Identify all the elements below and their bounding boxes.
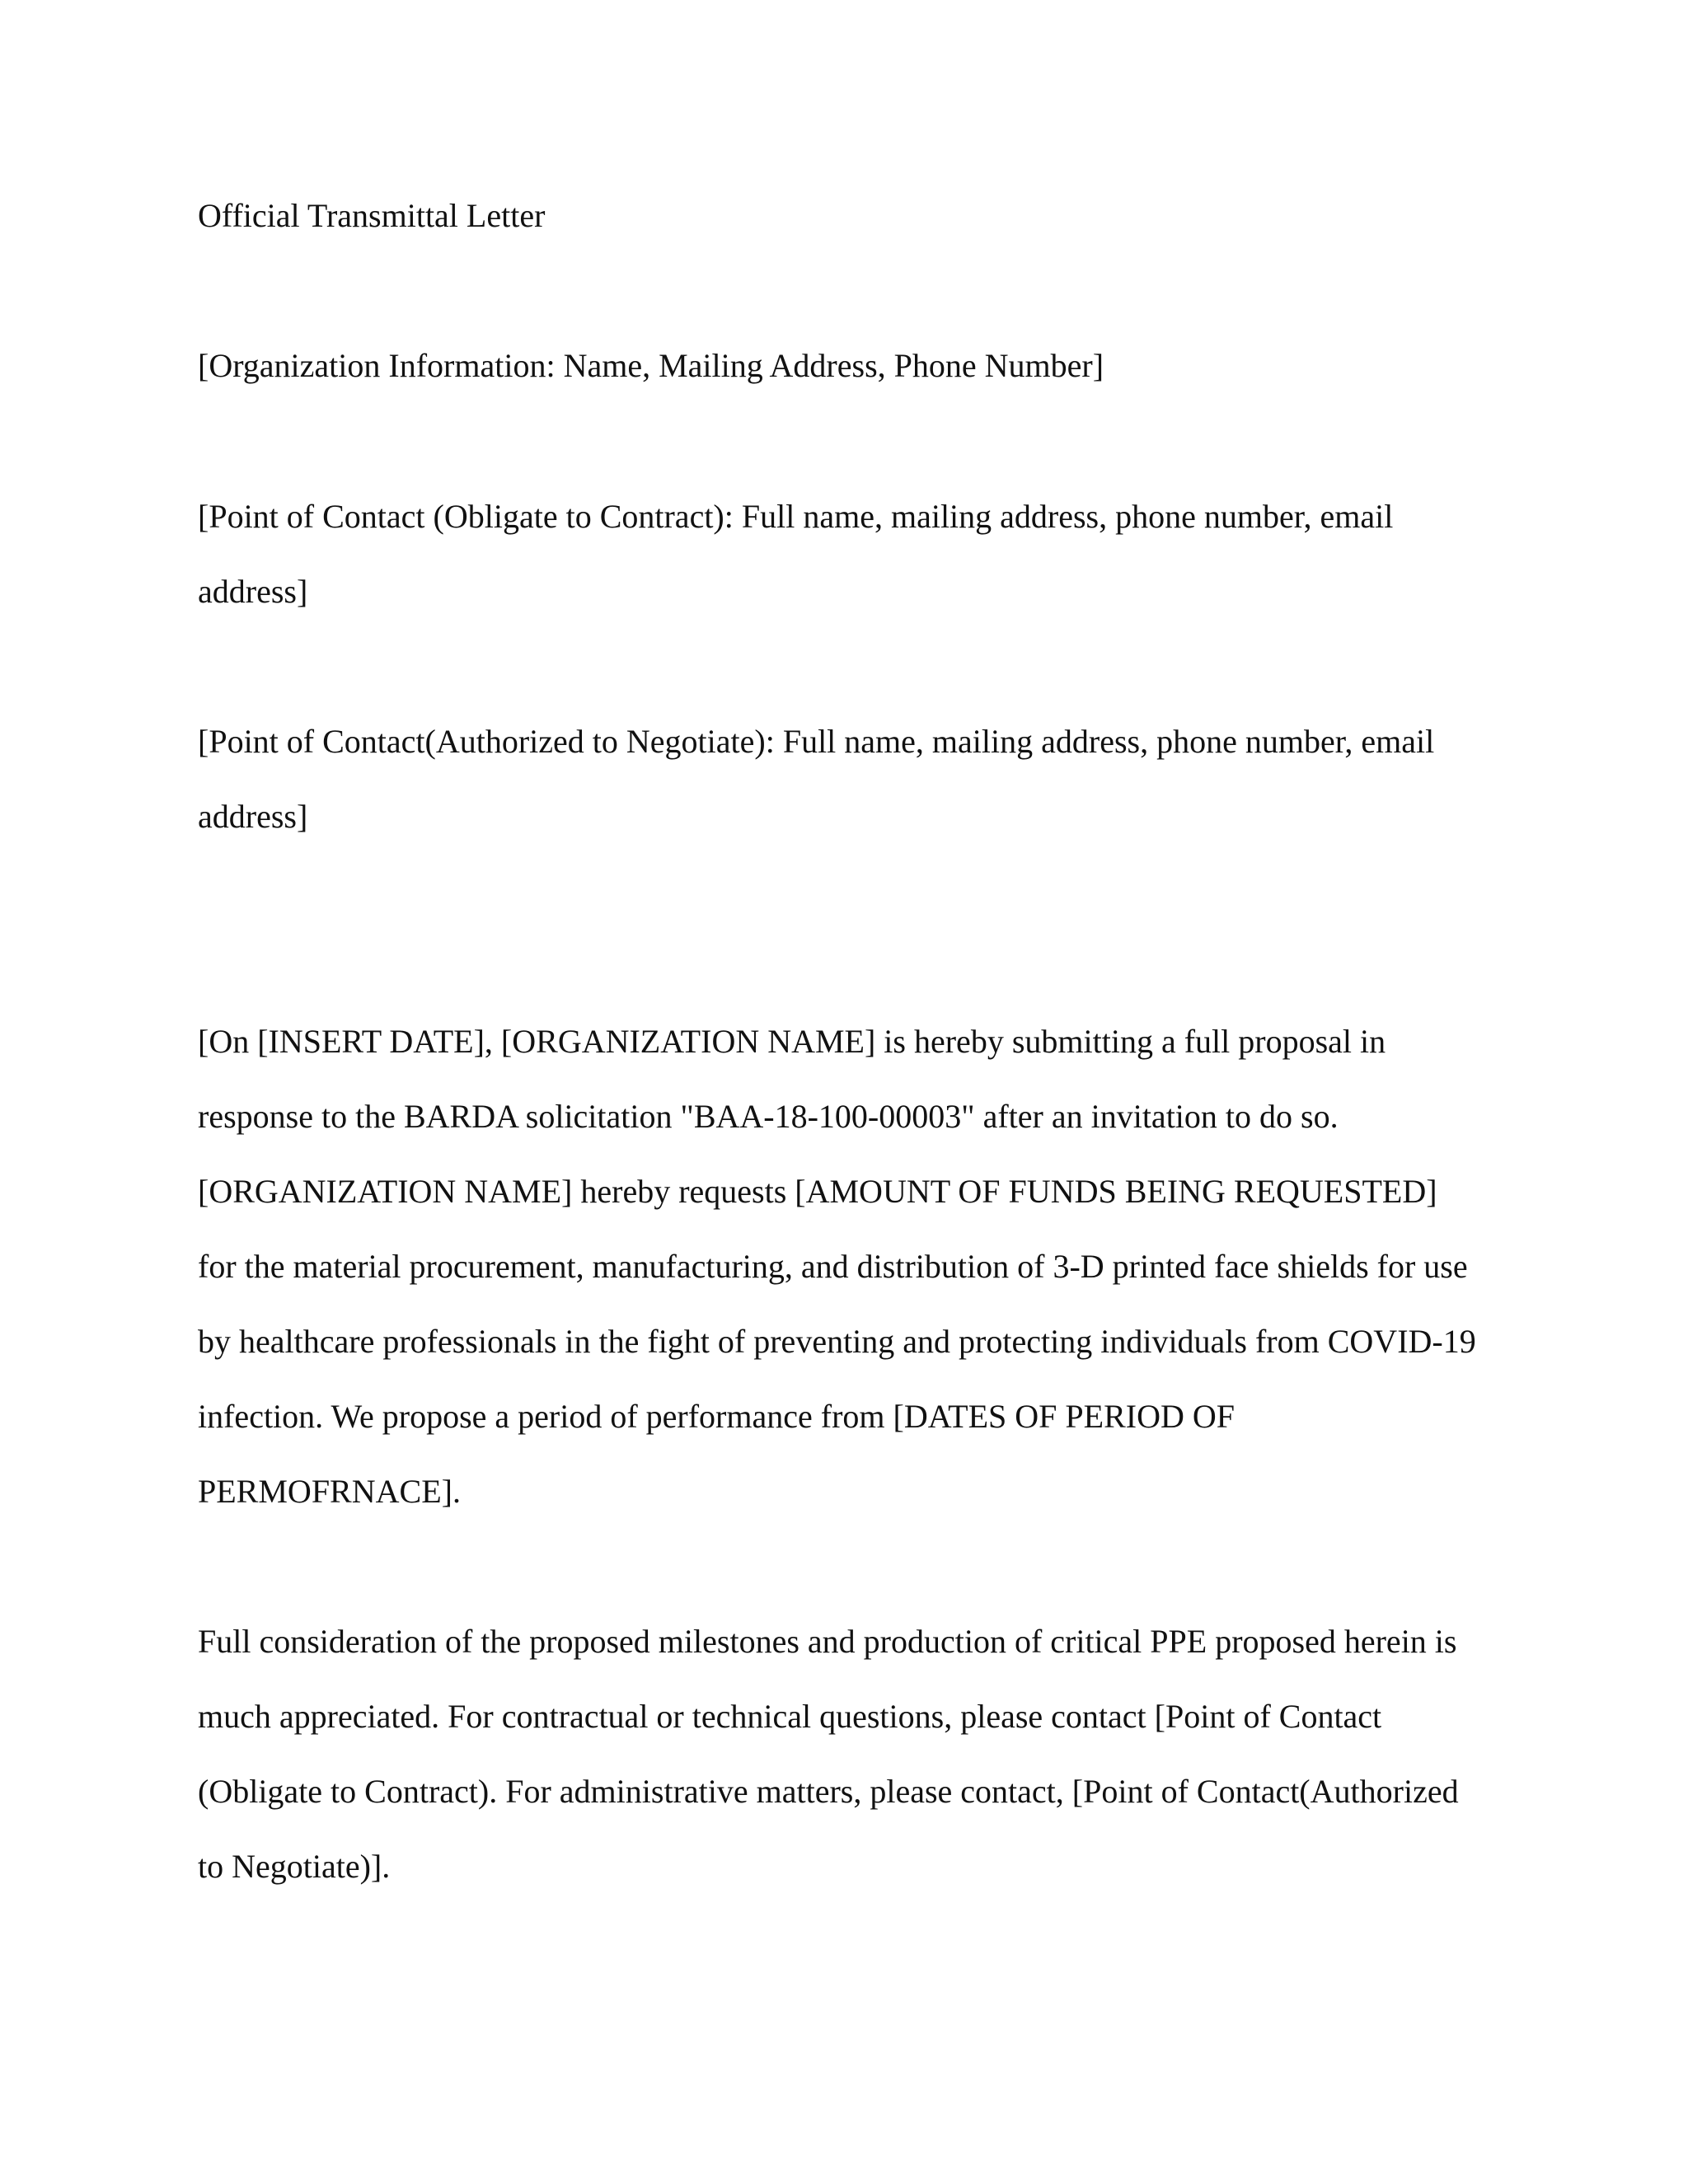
body-line: by healthcare professionals in the fight of preventing and protecting individuals from COVID-19	[198, 1323, 1476, 1360]
organization-info: [Organization Information: Name, Mailing Address, Phone Number]	[198, 347, 1104, 384]
body-line: PERMOFRNACE].	[198, 1473, 461, 1510]
poc-obligate-line: [Point of Contact (Obligate to Contract): Full name, mailing address, phone number, email	[198, 498, 1394, 535]
letter-title: Official Transmittal Letter	[198, 197, 546, 234]
poc-negotiate-line: [Point of Contact(Authorized to Negotiate): Full name, mailing address, phone number, email	[198, 723, 1435, 760]
body-line: Full consideration of the proposed milestones and production of critical PPE proposed herein is	[198, 1623, 1457, 1660]
body-line: for the material procurement, manufacturing, and distribution of 3-D printed face shields for use	[198, 1248, 1468, 1285]
poc-obligate-line: address]	[198, 573, 308, 610]
body-line: response to the BARDA solicitation "BAA-18-100-00003" after an invitation to do so.	[198, 1098, 1339, 1135]
body-line: infection. We propose a period of performance from [DATES OF PERIOD OF	[198, 1398, 1235, 1435]
body-line: to Negotiate)].	[198, 1848, 391, 1885]
poc-negotiate-line: address]	[198, 798, 308, 835]
body-line: much appreciated. For contractual or technical questions, please contact [Point of Contact	[198, 1698, 1382, 1735]
body-line: [ORGANIZATION NAME] hereby requests [AMOUNT OF FUNDS BEING REQUESTED]	[198, 1173, 1437, 1210]
body-line: [On [INSERT DATE], [ORGANIZATION NAME] is hereby submitting a full proposal in	[198, 1023, 1386, 1060]
body-line: (Obligate to Contract). For administrative matters, please contact, [Point of Contact(Authorized	[198, 1773, 1459, 1810]
